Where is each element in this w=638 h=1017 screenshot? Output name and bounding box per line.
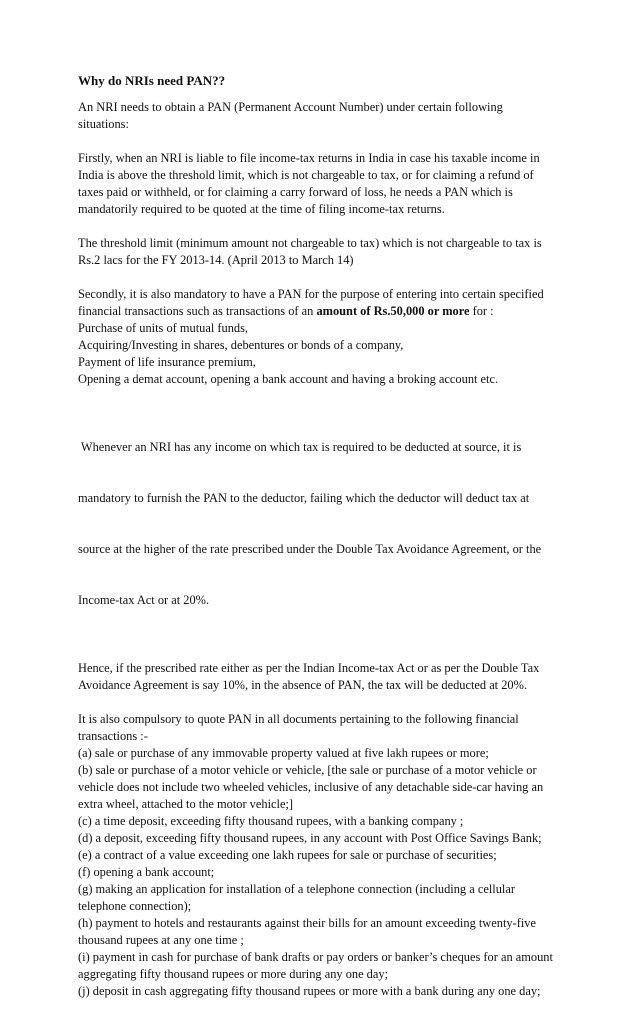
text-line: It is also compulsory to quote PAN in all documents pertaining to the following financial	[78, 712, 519, 726]
text-line: Rs.2 lacs for the FY 2013-14. (April 2013 to March 14)	[78, 253, 354, 267]
list-item: (a) sale or purchase of any immovable property valued at five lakh rupees or more;	[78, 746, 489, 760]
document-page	[78, 72, 568, 1017]
list-item: telephone connection);	[78, 899, 192, 913]
text-line: The threshold limit (minimum amount not chargeable to tax) which is not chargeable to tax is	[78, 236, 542, 250]
list-item: (f) opening a bank account;	[78, 865, 215, 879]
list-item: (h) payment to hotels and restaurants against their bills for an amount exceeding twenty-five	[78, 916, 536, 930]
text-line	[78, 303, 568, 320]
text-line: Firstly, when an NRI is liable to file income-tax returns in India in case his taxable income in	[78, 151, 540, 165]
list-item: Opening a demat account, opening a bank account and having a broking account etc.	[78, 372, 499, 386]
text-line: mandatorily required to be quoted at the time of filing income-tax returns.	[78, 202, 445, 216]
list-item: Acquiring/Investing in shares, debentures or bonds of a company,	[78, 338, 404, 352]
list-item: (c) a time deposit, exceeding fifty thousand rupees, with a banking company ;	[78, 814, 464, 828]
list-item: Payment of life insurance premium,	[78, 355, 256, 369]
text-line: Hence, if the prescribed rate either as per the Indian Income-tax Act or as per the Double Tax	[78, 661, 540, 675]
text-line: India is above the threshold limit, which is not chargeable to tax, or for claiming a refund of	[78, 168, 534, 182]
firstly-paragraph	[78, 150, 568, 218]
text-run: financial transactions such as transactions of an	[78, 304, 317, 318]
page-title: Why do NRIs need PAN??	[78, 73, 226, 88]
list-item: (d) a deposit, exceeding fifty thousand rupees, in any account with Post Office Savings Bank;	[78, 831, 542, 845]
list-item: aggregating fifty thousand rupees or more during any one day;	[78, 967, 389, 981]
list-item: (g) making an application for installation of a telephone connection (including a cellular	[78, 882, 515, 896]
whenever-paragraph	[78, 405, 568, 643]
text-line: situations:	[78, 117, 129, 131]
text-line: Income-tax Act or at 20%.	[78, 593, 210, 607]
text-line: transactions :-	[78, 729, 148, 743]
amount-emphasis: amount of Rs.50,000 or more	[316, 304, 470, 318]
list-item: Purchase of units of mutual funds,	[78, 321, 249, 335]
list-item: (e) a contract of a value exceeding one lakh rupees for sale or purchase of securities;	[78, 848, 497, 862]
text-line: An NRI needs to obtain a PAN (Permanent Account Number) under certain following	[78, 100, 503, 114]
list-item: (j) deposit in cash aggregating fifty thousand rupees or more with a bank during any one day;	[78, 984, 541, 998]
secondly-paragraph	[78, 286, 568, 388]
hence-paragraph	[78, 660, 568, 694]
text-line: source at the higher of the rate prescribed under the Double Tax Avoidance Agreement, or the	[78, 542, 542, 556]
threshold-paragraph	[78, 235, 568, 269]
list-item: thousand rupees at any one time ;	[78, 933, 244, 947]
list-item: extra wheel, attached to the motor vehicle;]	[78, 797, 294, 811]
list-item: vehicle does not include two wheeled vehicles, inclusive of any detachable side-car having an	[78, 780, 544, 794]
compulsory-paragraph	[78, 711, 568, 1000]
text-line: taxes paid or withheld, or for claiming a carry forward of loss, he needs a PAN which is	[78, 185, 513, 199]
text-line: mandatory to furnish the PAN to the deductor, failing which the deductor will deduct tax at	[78, 491, 530, 505]
list-item: (b) sale or purchase of a motor vehicle or vehicle, [the sale or purchase of a motor vehicle or	[78, 763, 537, 777]
text-line: Secondly, it is also mandatory to have a PAN for the purpose of entering into certain specified	[78, 287, 544, 301]
text-line: Avoidance Agreement is say 10%, in the absence of PAN, the tax will be deducted at 20%.	[78, 678, 528, 692]
text-line: Whenever an NRI has any income on which tax is required to be deducted at source, it is	[78, 440, 522, 454]
text-run: for :	[469, 304, 494, 318]
list-item: (i) payment in cash for purchase of bank drafts or pay orders or banker’s cheques for an amount	[78, 950, 553, 964]
intro-paragraph	[78, 99, 568, 133]
